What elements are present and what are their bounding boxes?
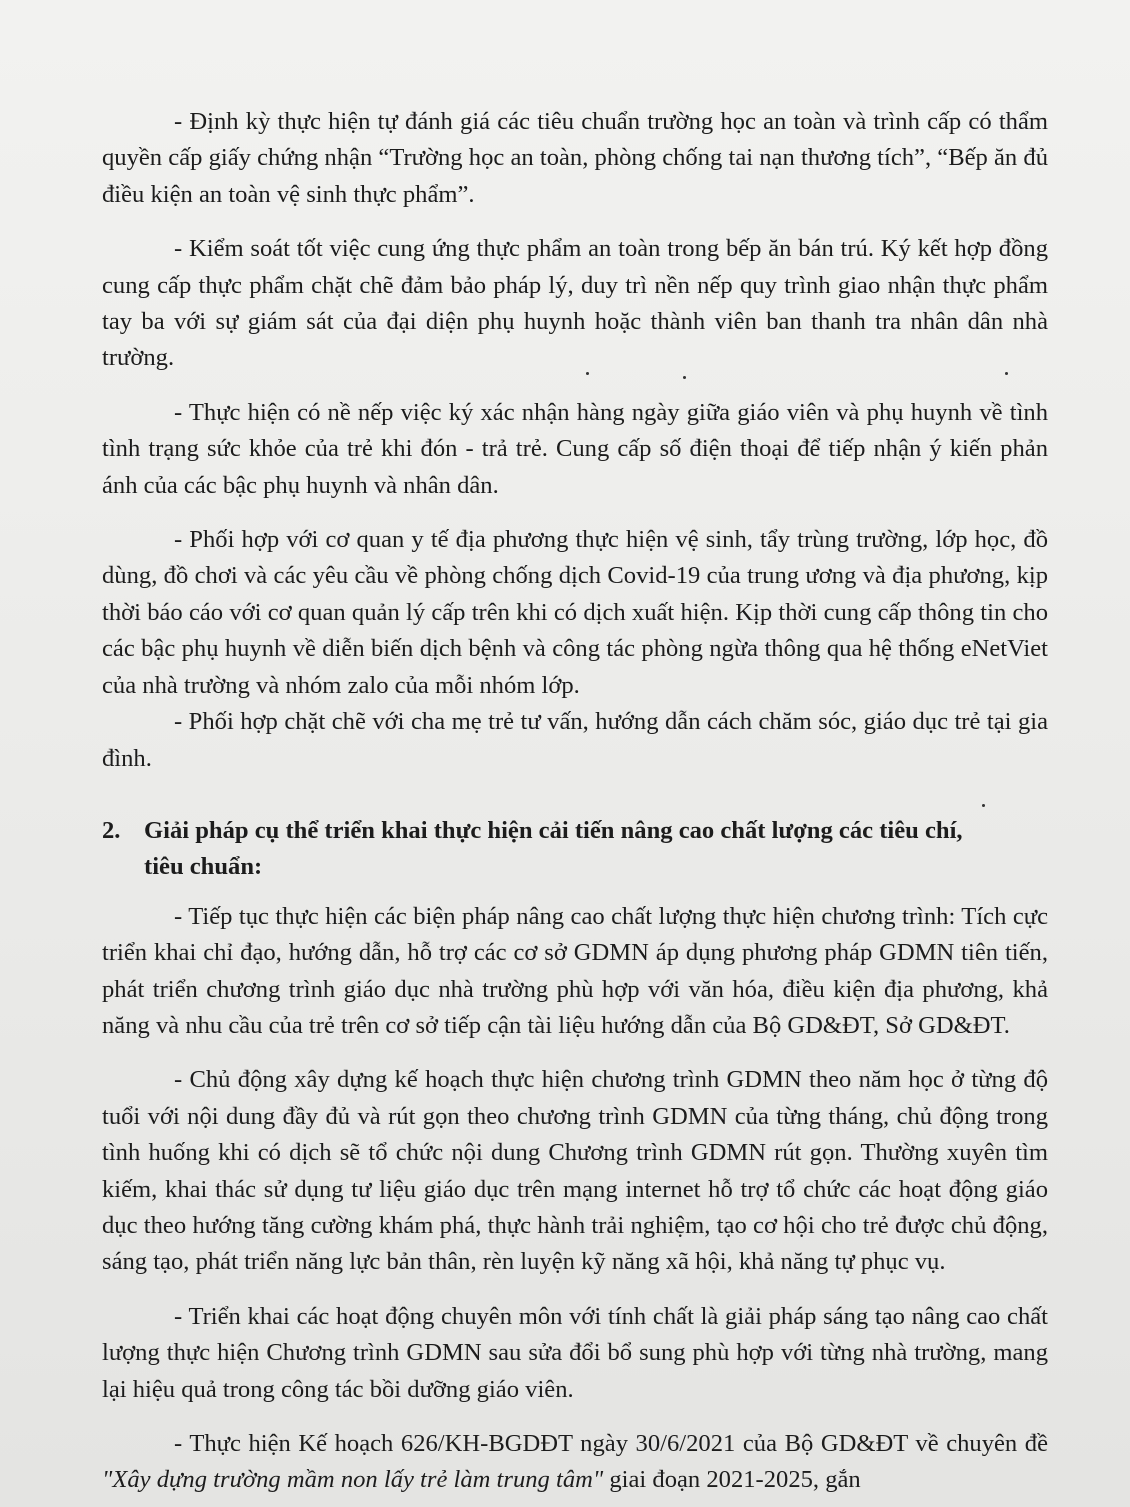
paragraph-parent-coordination: - Phối hợp chặt chẽ với cha mẹ trẻ tư vấn, hướng dẫn cách chăm sóc, giáo dục trẻ tại gia đình. (102, 708, 1048, 772)
paragraph-professional-activities: - Triển khai các hoạt động chuyên môn với tính chất là giải pháp sáng tạo nâng cao chất lượng thực hiện Chương trình GDMN sau sửa đổi bổ sung phù hợp với từng nhà trường, mang lại hiệu quả trong công tác bồi dưỡng giáo viên. (102, 1302, 1048, 1403)
paragraph-plan-626 (102, 1426, 1048, 1499)
paragraph-program-plan: - Chủ động xây dựng kế hoạch thực hiện chương trình GDMN theo năm học ở từng độ tuổi với nội dung đầy đủ và rút gọn theo chương trình GDMN của từng tháng, chủ động trong tình huống khi có dịch sẽ tổ chức nội dung Chương trình GDMN rút gọn. Thường xuyên tìm kiếm, khai thác sử dụng tư liệu giáo dục trên mạng internet hỗ trợ tổ chức các hoạt động giáo dục theo hướng tăng cường khám phá, thực hành trải nghiệm, tạo cơ hội cho trẻ được chủ động, sáng tạo, phát triển năng lực bản thân, rèn luyện kỹ năng xã hội, khả năng tự phục vụ. (102, 1066, 1048, 1276)
section-number: 2. (102, 816, 121, 844)
scan-speck (586, 372, 589, 375)
scan-speck (683, 376, 686, 379)
paragraph-food-supply: - Kiểm soát tốt việc cung ứng thực phẩm an toàn trong bếp ăn bán trú. Ký kết hợp đồng cung cấp thực phẩm chặt chẽ đảm bảo pháp lý, duy trì nền nếp quy trình giao nhận thực phẩm tay ba với sự giám sát của đại diện phụ huynh hoặc thành viên ban thanh tra nhân dân nhà trường. (102, 235, 1048, 372)
paragraph-health-check: - Thực hiện có nề nếp việc ký xác nhận hàng ngày giữa giáo viên và phụ huynh về tình tình trạng sức khỏe của trẻ khi đón - trả trẻ. Cung cấp số điện thoại để tiếp nhận ý kiến phản ánh của các bậc phụ huynh và nhân dân. (102, 398, 1048, 499)
paragraph-program-quality: - Tiếp tục thực hiện các biện pháp nâng cao chất lượng thực hiện chương trình: Tích cực triển khai chỉ đạo, hướng dẫn, hỗ trợ các cơ sở GDMN áp dụng phương pháp GDMN tiên tiến, phát triển chương trình giáo dục nhà trường phù hợp với văn hóa, điều kiện địa phương, khả năng và nhu cầu của trẻ trên cơ sở tiếp cận tài liệu hướng dẫn của Bộ GD&ĐT, Sở GD&ĐT. (102, 902, 1048, 1039)
section-heading (102, 813, 1048, 886)
section-title: Giải pháp cụ thể triển khai thực hiện cải tiến nâng cao chất lượng các tiêu chí, tiêu chuẩn: (144, 816, 963, 881)
scan-speck (982, 804, 985, 807)
document-body (102, 104, 1048, 1499)
paragraph-covid-prevention: - Phối hợp với cơ quan y tế địa phương thực hiện vệ sinh, tẩy trùng trường, lớp học, đồ dùng, đồ chơi và các yêu cầu về phòng chống dịch Covid-19 của trung ương và địa phương, kịp thời báo cáo với cơ quan quản lý cấp trên khi có dịch xuất hiện. Kịp thời cung cấp thông tin cho các bậc phụ huynh về diễn biến dịch bệnh và công tác phòng ngừa thông qua hệ thống eNetViet của nhà trường và nhóm zalo của mỗi nhóm lớp. (102, 526, 1048, 699)
paragraph-safe-school: - Định kỳ thực hiện tự đánh giá các tiêu chuẩn trường học an toàn và trình cấp có thẩm quyền cấp giấy chứng nhận “Trường học an toàn, phòng chống tai nạn thương tích”, “Bếp ăn đủ điều kiện an toàn vệ sinh thực phẩm”. (102, 108, 1048, 208)
scan-speck (1005, 372, 1008, 375)
plan-626-topic: "Xây dựng trường mầm non lấy trẻ làm trung tâm" (102, 1466, 604, 1494)
plan-626-period: giai đoạn 2021-2025, gắn (603, 1466, 861, 1494)
plan-626-text: - Thực hiện Kế hoạch 626/KH-BGDĐT ngày 30/6/2021 của Bộ GD&ĐT về chuyên đề (174, 1430, 1048, 1457)
